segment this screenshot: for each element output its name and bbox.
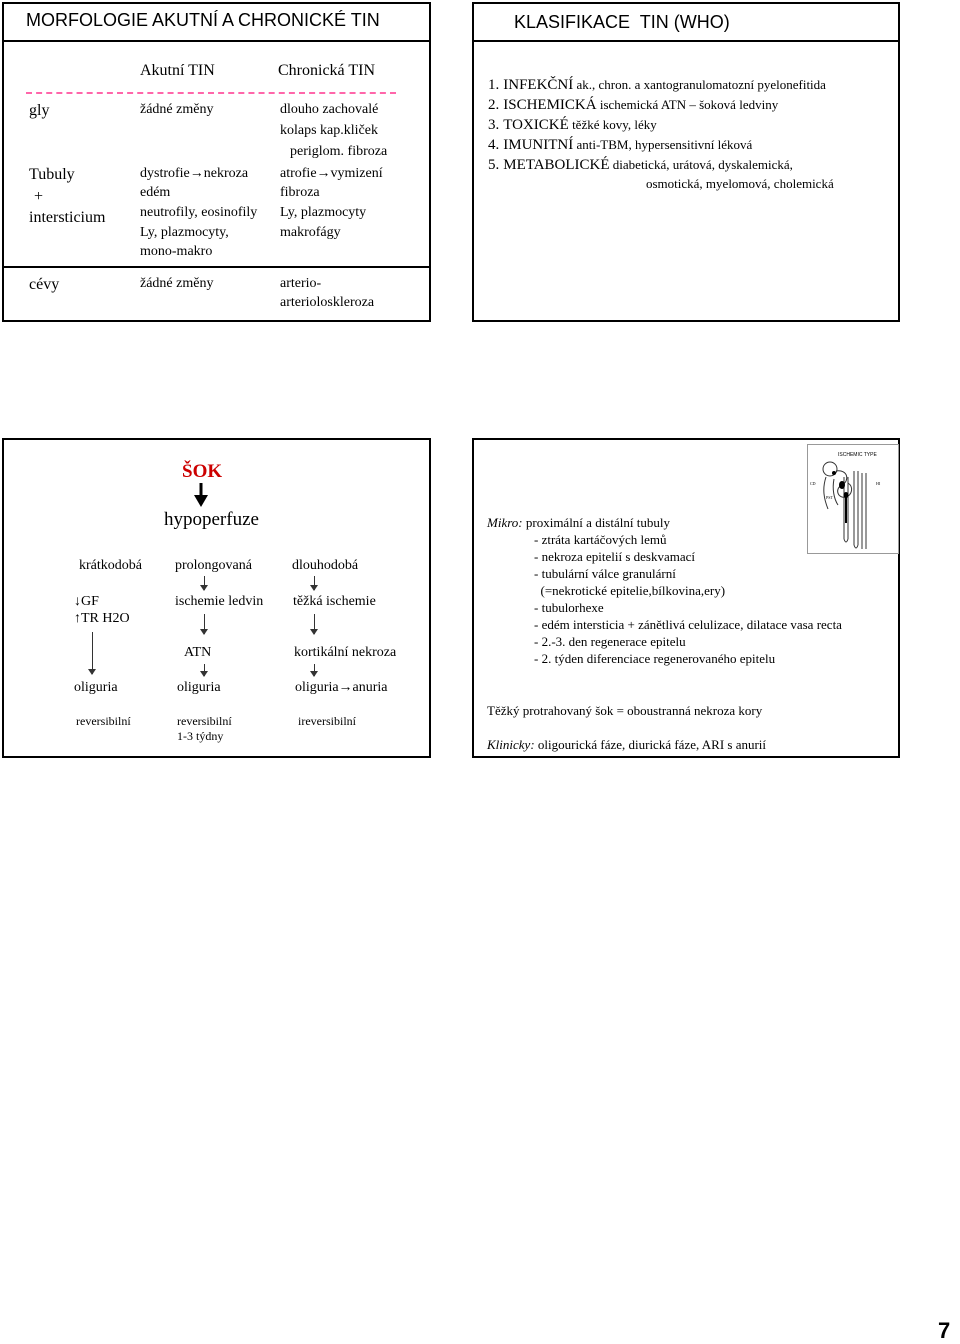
tubuly-chronicka-2: fibroza xyxy=(280,185,320,200)
title-divider xyxy=(474,40,898,42)
prolongovana-tydny: 1-3 týdny xyxy=(177,729,224,743)
mikro-heading: Mikro: proximální a distální tubuly xyxy=(487,515,670,530)
arrow-icon xyxy=(204,664,205,676)
row-label-plus: + xyxy=(34,188,44,205)
row-label-cevy: cévy xyxy=(29,276,60,293)
page-number: 7 xyxy=(938,1318,951,1343)
slide-klasifikace xyxy=(472,2,900,322)
tubuly-akutni-1: dystrofie→nekroza xyxy=(140,166,249,181)
class-item-2: 2. ISCHEMICKÁ ischemická ATN – šoková ledviny xyxy=(488,97,779,113)
klinicky: Klinicky: oligourická fáze, diurická fáze, ARI s anurií xyxy=(487,737,767,752)
dlouhodoba-rev: ireversibilní xyxy=(298,714,356,728)
mikro-item-5: - tubulorhexe xyxy=(534,600,604,615)
prolongovana-atn: ATN xyxy=(184,645,212,660)
tubuly-chronicka-4: makrofágy xyxy=(280,225,341,240)
arrow-icon xyxy=(314,664,315,676)
row-label-gly: gly xyxy=(29,102,50,119)
class-item-5-cont: osmotická, myelomová, cholemická xyxy=(646,176,834,191)
nephron-icon xyxy=(808,459,898,553)
dashed-divider xyxy=(26,92,396,94)
class-item-3: 3. TOXICKÉ těžké kovy, léky xyxy=(488,117,657,133)
figure-label: ISCHEMIC TYPE xyxy=(838,452,877,458)
col-akutni: Akutní TIN xyxy=(140,62,215,79)
hypoperfuze-label: hypoperfuze xyxy=(164,509,259,530)
kratkodoba-rev: reversibilní xyxy=(76,714,131,728)
kratkodoba-oliguria: oliguria xyxy=(74,680,118,695)
prolongovana-oliguria: oliguria xyxy=(177,680,221,695)
dlouhodoba-nekroza: kortikální nekroza xyxy=(294,645,397,660)
gly-chronicka-1: dlouho zachovalé xyxy=(280,102,379,117)
tubuly-akutni-3: neutrofily, eosinofily xyxy=(140,205,258,220)
prolongovana-rev: reversibilní xyxy=(177,714,232,728)
col-dlouhodoba: dlouhodobá xyxy=(292,558,359,573)
class-item-5: 5. METABOLICKÉ diabetická, urátová, dyskalemická, xyxy=(488,157,793,173)
dlouhodoba-ischemie: těžká ischemie xyxy=(293,594,376,609)
cevy-chronicka-2: arterioloskleroza xyxy=(280,295,375,310)
class-item-4: 4. IMUNITNÍ anti-TBM, hypersensitivní léková xyxy=(488,137,753,153)
col-kratkodoba: krátkodobá xyxy=(79,558,142,573)
cevy-akutni: žádné změny xyxy=(140,276,214,291)
col-chronicka: Chronická TIN xyxy=(278,62,376,79)
row-divider xyxy=(4,266,429,268)
prolongovana-ischemie: ischemie ledvin xyxy=(175,594,264,609)
row-label-intersticium: intersticium xyxy=(29,209,106,226)
kratkodoba-tr: ↑TR H2O xyxy=(74,611,130,626)
mikro-item-1: - ztráta kartáčových lemů xyxy=(534,532,667,547)
slide-mikro xyxy=(472,438,900,758)
row-label-tubuly: Tubuly xyxy=(29,166,75,183)
col-prolongovana: prolongovaná xyxy=(175,558,252,573)
arrow-icon xyxy=(204,576,205,590)
mikro-item-2: - nekroza epitelií s deskvamací xyxy=(534,549,695,564)
slide-sok xyxy=(2,438,431,758)
sok-title: ŠOK xyxy=(182,461,223,482)
sok-down-arrow xyxy=(194,483,208,507)
slide2-title: KLASIFIKACE TIN (WHO) xyxy=(514,12,730,32)
arrow-icon xyxy=(204,614,205,634)
gly-akutni: žádné změny xyxy=(140,102,214,117)
arrow-icon xyxy=(314,614,315,634)
figure-mark-pst: PST xyxy=(826,495,833,500)
slide-morfologie xyxy=(2,2,431,322)
gly-chronicka-2: kolaps kap.kliček xyxy=(280,123,378,138)
tubuly-akutni-5: mono-makro xyxy=(140,244,213,259)
figure-mark-hi: HI xyxy=(876,481,881,486)
slide1-title: MORFOLOGIE AKUTNÍ A CHRONICKÉ TIN xyxy=(26,10,380,30)
cevy-chronicka-1: arterio- xyxy=(280,276,322,291)
mikro-item-8: - 2. týden diferenciace regenerovaného epitelu xyxy=(534,651,776,666)
mikro-item-7: - 2.-3. den regenerace epitelu xyxy=(534,634,686,649)
dlouhodoba-oliguria: oliguria→anuria xyxy=(295,680,388,695)
title-divider xyxy=(4,40,429,42)
arrow-icon xyxy=(314,576,315,590)
nephron-figure xyxy=(807,444,899,554)
figure-mark-cd: CD xyxy=(810,481,816,486)
mikro-item-6: - edém intersticia + zánětlivá celulizace, dilatace vasa recta xyxy=(534,617,842,632)
tezky-sok: Těžký protrahovaný šok = oboustranná nekroza kory xyxy=(487,703,763,718)
mikro-item-3: - tubulární válce granulární xyxy=(534,566,676,581)
tubuly-chronicka-1: atrofie→vymizení xyxy=(280,166,383,181)
kratkodoba-gf: ↓GF xyxy=(74,594,99,609)
arrow-icon xyxy=(92,632,93,674)
tubuly-chronicka-3: Ly, plazmocyty xyxy=(280,205,367,220)
tubuly-akutni-2: edém xyxy=(140,185,171,200)
mikro-item-4: (=nekrotické epitelie,bílkovina,ery) xyxy=(534,583,726,598)
gly-chronicka-3: periglom. fibroza xyxy=(290,144,388,159)
class-item-1: 1. INFEKČNÍ ak., chron. a xantogranulomatozní pyelonefitida xyxy=(488,77,826,93)
tubuly-akutni-4: Ly, plazmocyty, xyxy=(140,225,229,240)
